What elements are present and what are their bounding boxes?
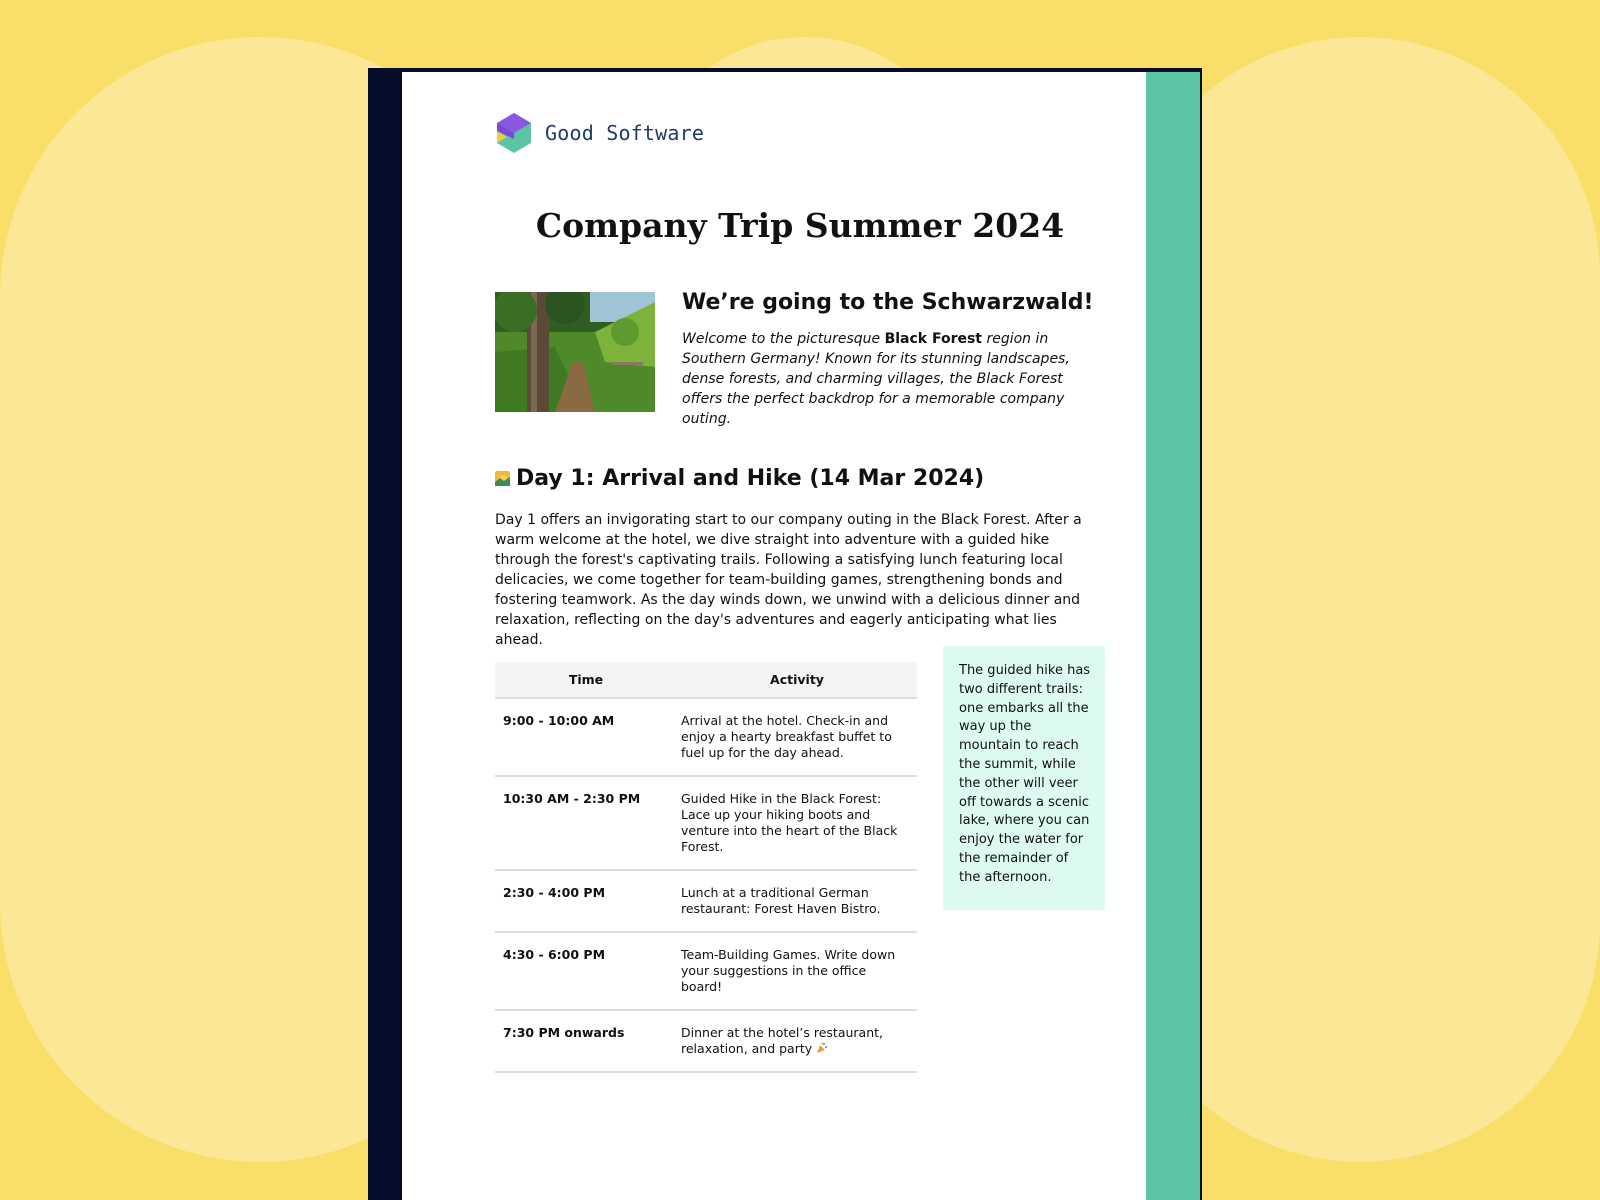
schedule-time: 4:30 - 6:00 PM [495,932,677,1010]
intro-text-bold: Black Forest [884,331,983,347]
schedule-activity-text: Dinner at the hotel’s restaurant, relaxation, and party [681,1025,884,1056]
forest-trail-image [495,292,655,412]
column-header-activity: Activity [677,662,917,698]
schedule-activity: Lunch at a traditional German restaurant: Forest Haven Bistro. [677,870,917,932]
party-popper-icon [816,1042,828,1054]
schedule-activity: Guided Hike in the Black Forest: Lace up your hiking boots and venture into the heart of the Black Forest. [677,776,917,870]
schedule-time: 2:30 - 4:00 PM [495,870,677,932]
table-header-row [495,662,917,698]
forest-photo [495,292,655,412]
schedule-time: 10:30 AM - 2:30 PM [495,776,677,870]
intro-text-end: region in Southern Germany! Known for its stunning landscapes, dense forests, and charming villages, the Black Forest offers the perfect backdrop for a memorable company outing. [682,331,1070,427]
hexagon-logo-icon [495,112,533,154]
table-row [495,870,917,932]
day1-description: Day 1 offers an invigorating start to our company outing in the Black Forest. After a warm welcome at the hotel, we dive straight into adventure with a guided hike through the forest's captivating trails. Following a satisfying lunch featuring local delicacies, we come together for team-building games, strengthening bonds and fostering teamwork. As the day winds down, we unwind with a delicious dinner and relaxation, reflecting on the day's adventures and eagerly anticipating what lies ahead. [495,512,1082,648]
table-row [495,698,917,776]
intro-section [682,290,1105,429]
schedule-activity [677,1010,917,1072]
page-edge-left [368,72,402,1200]
intro-text-start: Welcome to the picturesque [682,331,885,347]
intro-heading: We’re going to the Schwarzwald! [682,290,1094,315]
document-page [368,68,1202,1200]
schedule-table [495,662,917,1073]
table-row [495,776,917,870]
page-title: Company Trip Summer 2024 [535,206,1065,245]
schedule-time: 9:00 - 10:00 AM [495,698,677,776]
day1-heading-row [495,466,984,491]
sunrise-icon [495,471,510,486]
schedule-activity: Arrival at the hotel. Check-in and enjoy a hearty breakfast buffet to fuel up for the day ahead. [677,698,917,776]
intro-text [682,329,1105,429]
page-edge-right [1146,72,1202,1200]
column-header-time: Time [495,662,677,698]
brand-logo[interactable] [495,112,704,154]
table-row [495,932,917,1010]
hike-note-callout: The guided hike has two different trails: one embarks all the way up the mountain to reach the summit, while the other will veer off towards a scenic lake, where you can enjoy the water for the remainder of the afternoon. [943,646,1105,910]
table-row [495,1010,917,1072]
day1-heading: Day 1: Arrival and Hike (14 Mar 2024) [516,466,985,491]
brand-name: Good Software [545,121,705,145]
schedule-time: 7:30 PM onwards [495,1010,677,1072]
schedule-activity: Team-Building Games. Write down your suggestions in the office board! [677,932,917,1010]
